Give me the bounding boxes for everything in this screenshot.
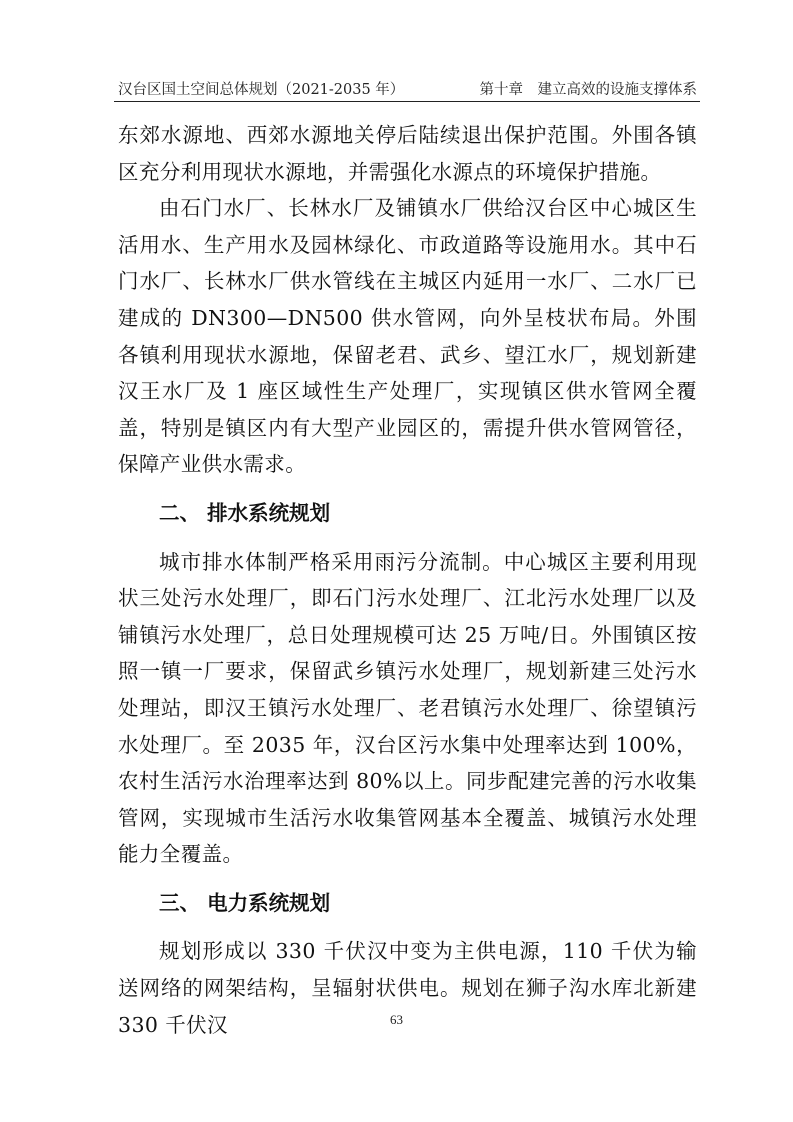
running-header bbox=[118, 74, 697, 100]
header-divider bbox=[114, 101, 700, 102]
paragraph-water-source: 东郊水源地、西郊水源地关停后陆续退出保护范围。外围各镇区充分利用现状水源地，并需强化水源点的环境保护措施。 bbox=[118, 123, 697, 184]
header-document-title: 汉台区国土空间总体规划（2021-2035 年） bbox=[118, 82, 405, 98]
section-heading-drainage: 二、 排水系统规划 bbox=[159, 500, 331, 525]
paragraph-water-supply: 由石门水厂、长林水厂及铺镇水厂供给汉台区中心城区生活用水、生产用水及园林绿化、市政道路等设施用水。其中石门水厂、长林水厂供水管线在主城区内延用一水厂、二水厂已建成的 DN300—DN500 供水管网，向外呈枝状布局。外围各镇利用现状水源地，保留老君、武乡、望江水厂，规划新建汉王水厂及 1 座区域性生产处理厂，实现镇区供水管网全覆盖，特别是镇区内有大型产业园区的，需提升供水管网管径，保障产业供水需求。 bbox=[118, 196, 697, 477]
section-heading-power: 三、 电力系统规划 bbox=[159, 890, 331, 915]
page-number: 63 bbox=[390, 1012, 403, 1027]
header-chapter-title: 第十章 建立高效的设施支撑体系 bbox=[479, 82, 697, 98]
paragraph-power: 规划形成以 330 千伏汉中变为主供电源，110 千伏为输送网络的网架结构，呈辐射状供电。规划在狮子沟水库北新建 330 千伏汉 bbox=[118, 939, 697, 1037]
page-body bbox=[118, 117, 697, 1043]
paragraph-drainage: 城市排水体制严格采用雨污分流制。中心城区主要利用现状三处污水处理厂，即石门污水处理厂、江北污水处理厂以及铺镇污水处理厂，总日处理规模可达 25 万吨/日。外围镇区按照一镇一厂要求，保留武乡镇污水处理厂，规划新建三处污水处理站，即汉王镇污水处理厂、老君镇污水处理厂、徐望镇污水处理厂。至 2035 年，汉台区污水集中处理率达到 100%，农村生活污水治理率达到 80%以上。同步配建完善的污水收集管网，实现城市生活污水收集管网基本全覆盖、城镇污水处理能力全覆盖。 bbox=[118, 549, 697, 867]
